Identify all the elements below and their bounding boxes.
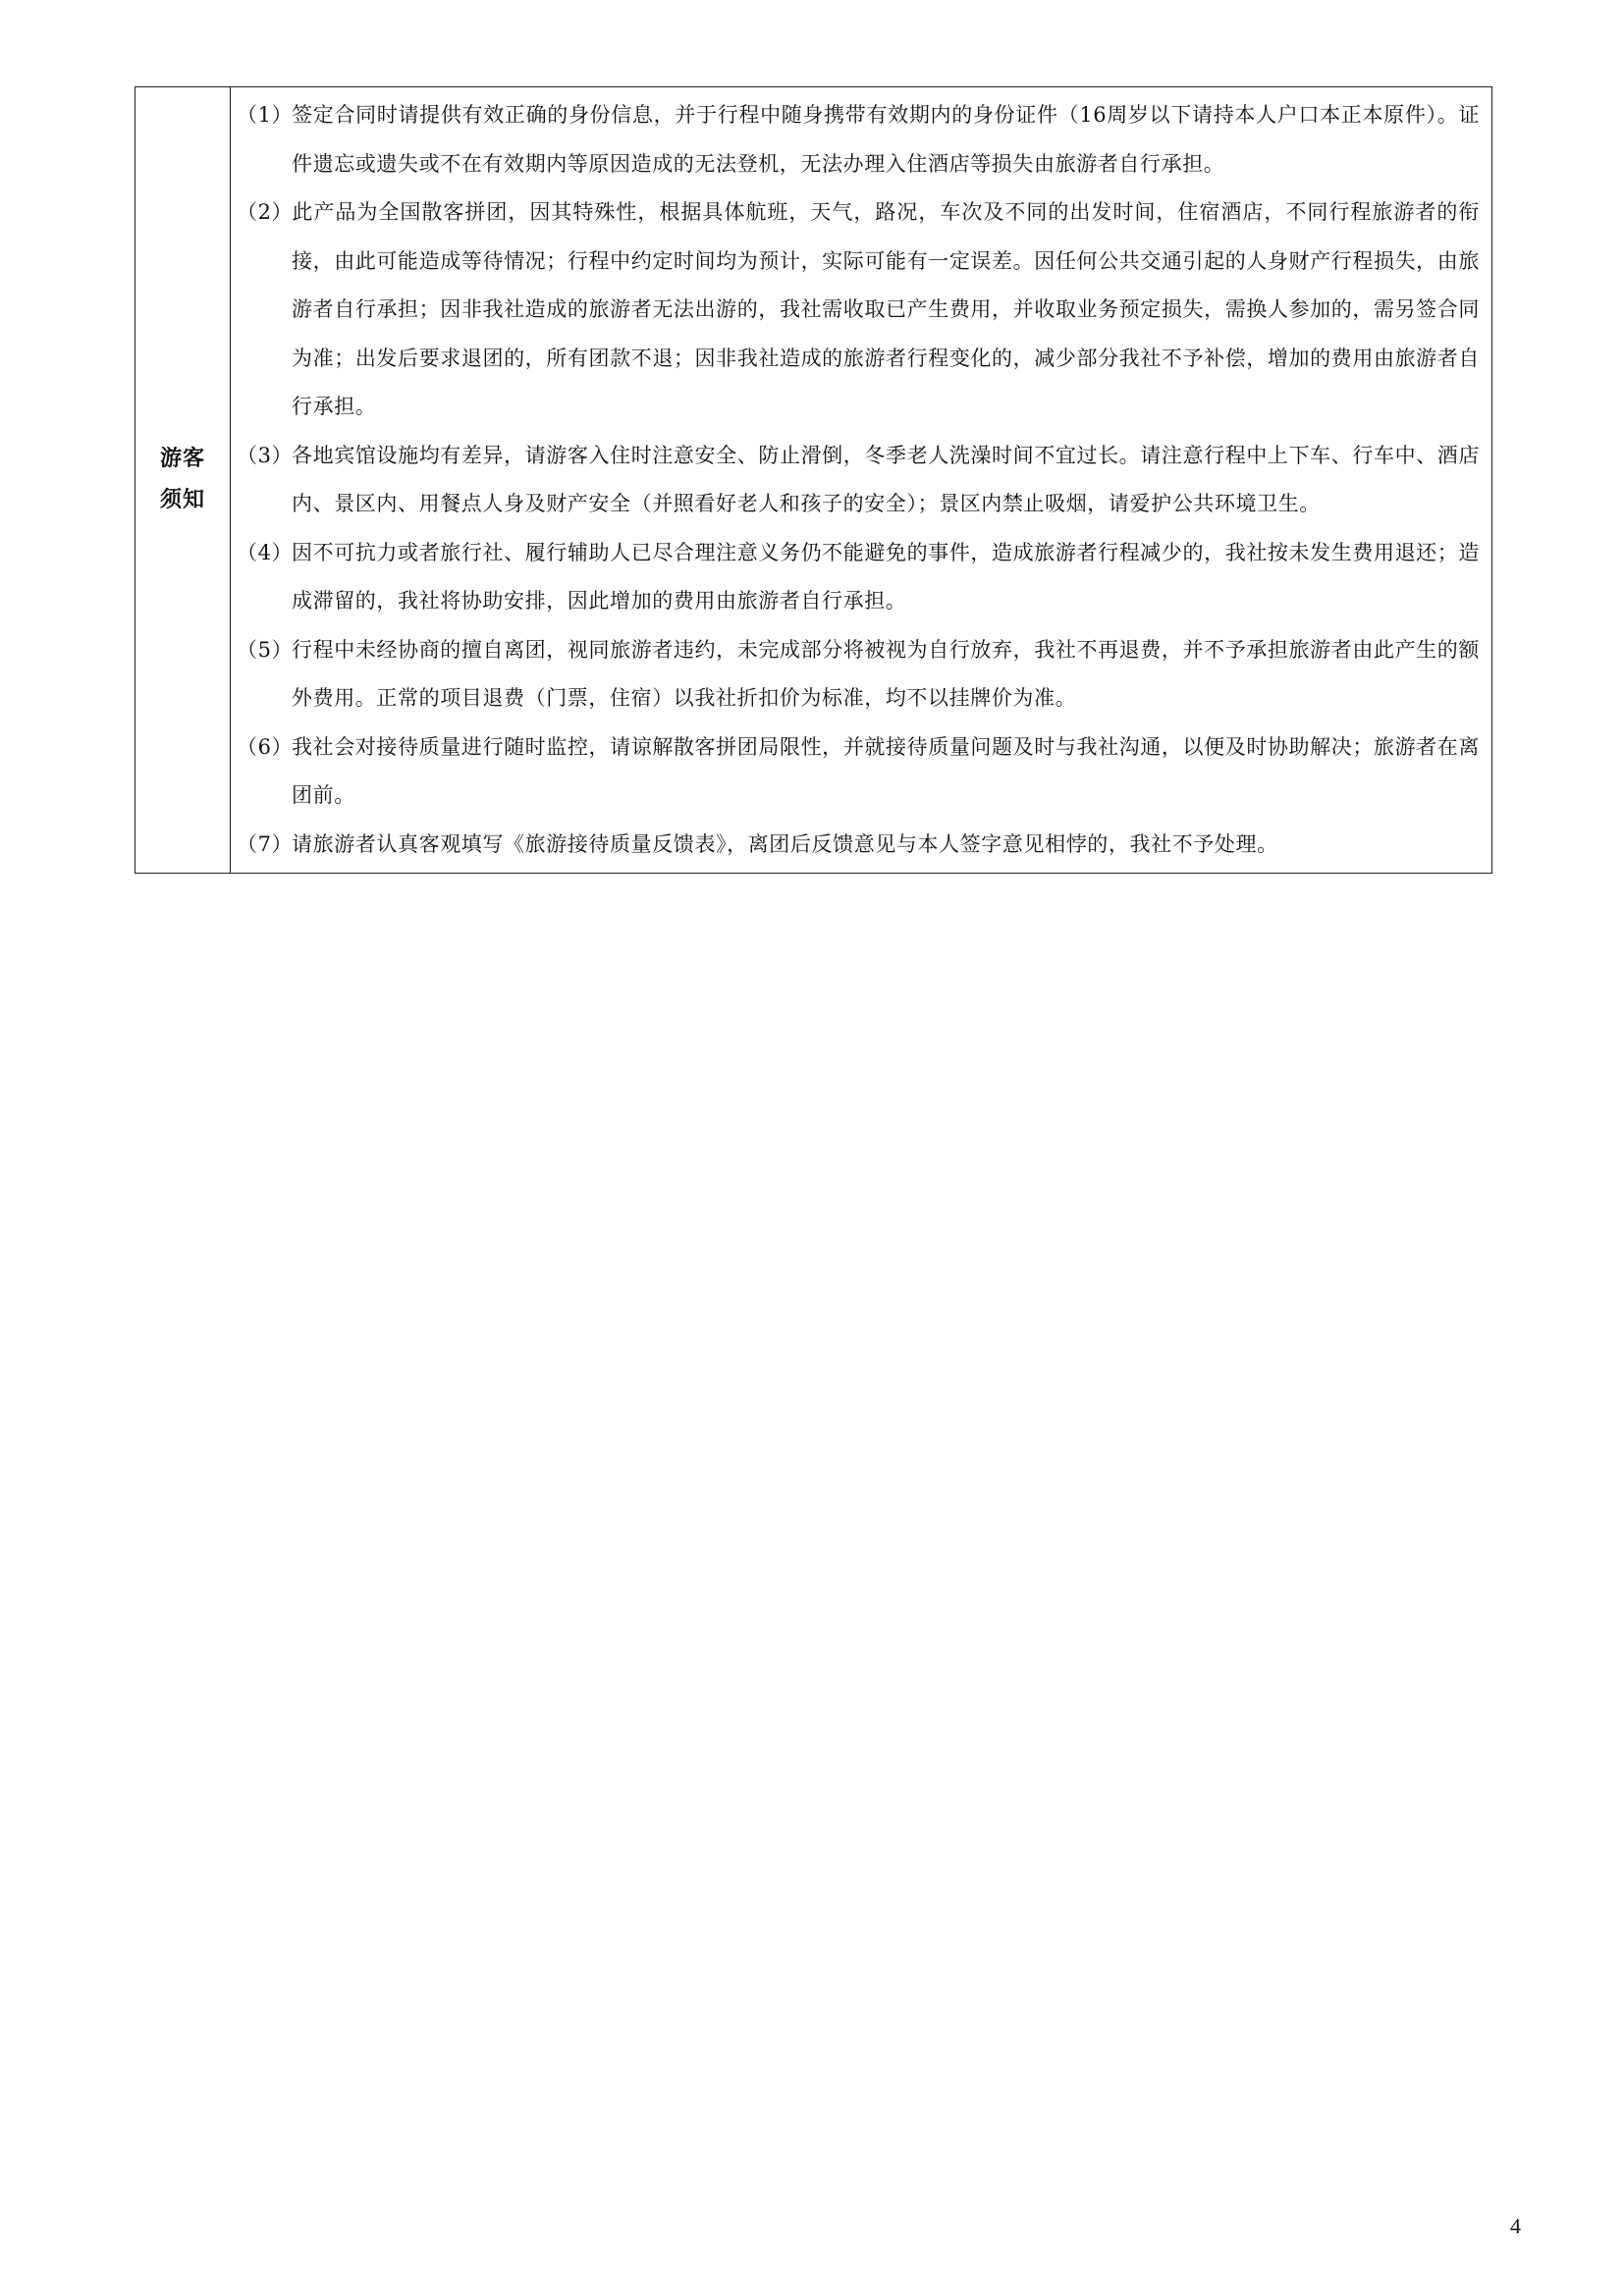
notice-item-2: （2）此产品为全国散客拼团，因其特殊性，根据具体航班，天气，路况，车次及不同的出发时间，住宿酒店，不同行程旅游者的衔接，由此可能造成等待情况；行程中约定时间均为预计，实际可能有一定误差。因任何公共交通引起的人身财产行程损失，由旅游者自行承担；因非我社造成的旅游者无法出游的，我社需收取已产生费用，并收取业务预定损失，需换人参加的，需另签合同为准；出发后要求退团的，所有团款不退；因非我社造成的旅游者行程变化的，减少部分我社不予补偿，增加的费用由旅游者自行承担。 (237, 200, 1480, 418)
notice-heading: 游客 须知 (159, 447, 205, 512)
notice-heading-cell (135, 87, 231, 874)
page-number: 4 (1510, 2214, 1521, 2238)
notice-table (135, 86, 1492, 874)
notice-item-5: （5）行程中未经协商的擅自离团，视同旅游者违约，未完成部分将被视为自行放弃，我社不再退费，并不予承担旅游者由此产生的额外费用。正常的项目退费（门票，住宿）以我社折扣价为标准，均不以挂牌价为准。 (237, 637, 1480, 710)
notice-item-1: （1）签定合同时请提供有效正确的身份信息，并于行程中随身携带有效期内的身份证件（16周岁以下请持本人户口本正本原件）。证件遗忘或遗失或不在有效期内等原因造成的无法登机，无法办理入住酒店等损失由旅游者自行承担。 (237, 103, 1480, 176)
notice-item-3: （3）各地宾馆设施均有差异，请游客入住时注意安全、防止滑倒，冬季老人洗澡时间不宜过长。请注意行程中上下车、行车中、酒店内、景区内、用餐点人身及财产安全（并照看好老人和孩子的安全）；景区内禁止吸烟，请爱护公共环境卫生。 (237, 443, 1480, 515)
notice-item-6: （6）我社会对接待质量进行随时监控，请谅解散客拼团局限性，并就接待质量问题及时与我社沟通，以便及时协助解决；旅游者在离团前。 (237, 734, 1480, 807)
notice-item-4: （4）因不可抗力或者旅行社、履行辅助人已尽合理注意义务仍不能避免的事件，造成旅游者行程减少的，我社按未发生费用退还；造成滞留的，我社将协助安排，因此增加的费用由旅游者自行承担。 (237, 540, 1480, 613)
notice-item-7: （7）请旅游者认真客观填写《旅游接待质量反馈表》，离团后反馈意见与本人签字意见相悖的，我社不予处理。 (237, 831, 1278, 856)
notice-content-cell (231, 87, 1492, 874)
